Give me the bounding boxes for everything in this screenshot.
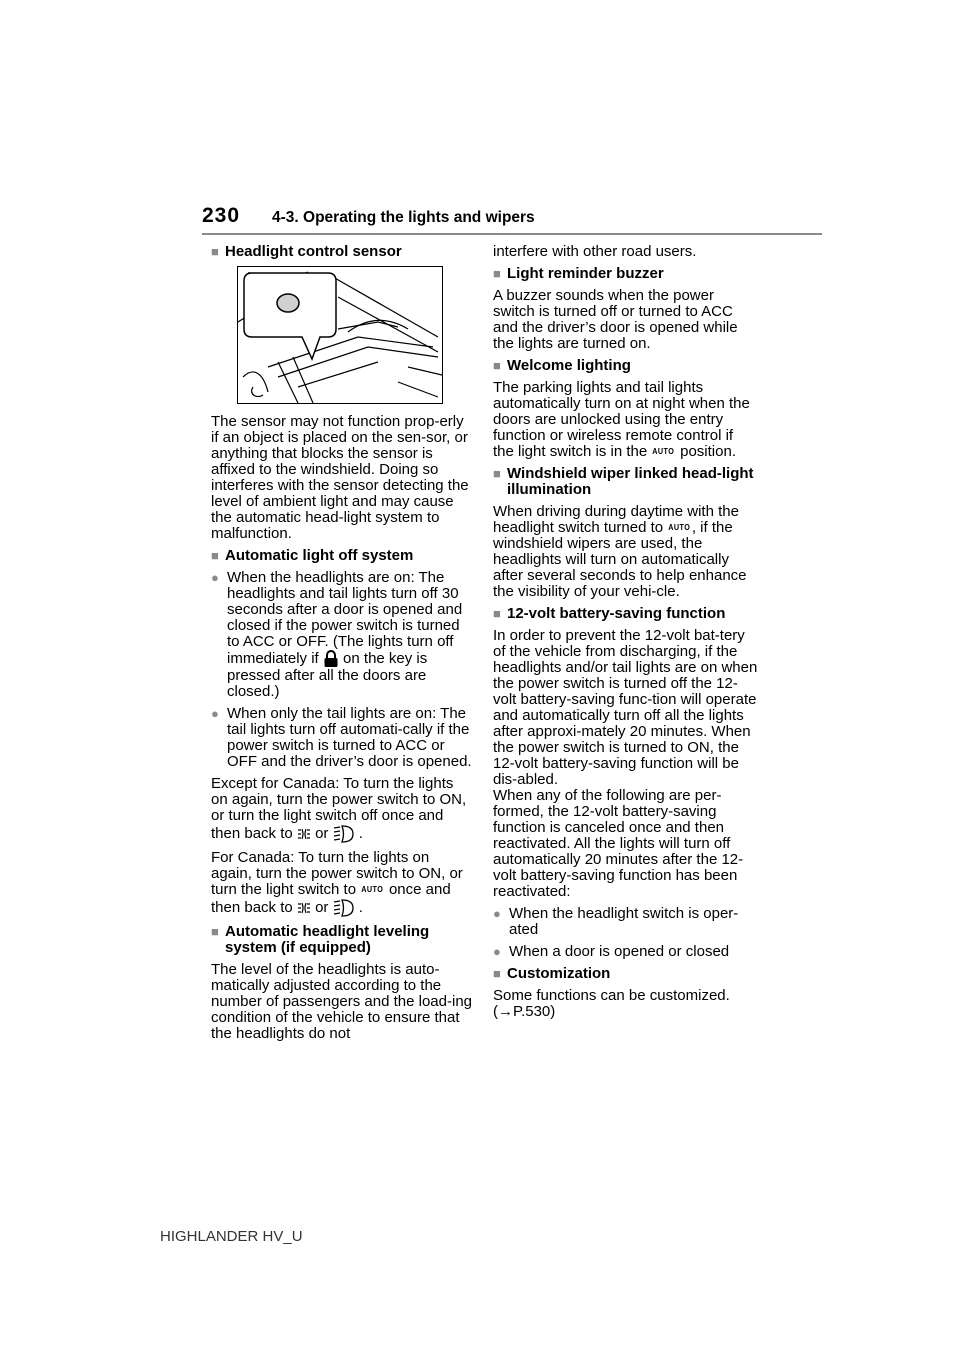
parking-light-icon [297, 827, 311, 841]
right-column [493, 244, 758, 1020]
or-word: or [315, 899, 329, 916]
period: . [358, 824, 363, 842]
auto-icon: AUTO [361, 885, 384, 895]
wiper-text-a: When driving during daytime with the headlight switch turned to [493, 503, 739, 537]
canada-text-b: once and then back to [211, 881, 451, 916]
headlight-icon [333, 898, 355, 918]
headlight-icon [333, 824, 355, 844]
or-word: or [315, 824, 329, 842]
battery-body-2: When any of the following are per-formed, the 12-volt battery-saving function is canceled once and then reactivated. All the lights will turn off automatically 20 minutes after the 12-volt battery-saving function has been reactivated: [493, 787, 744, 901]
canada-paragraph [211, 850, 473, 918]
bullet-tail-lights-on: ● When only the tail lights are on: The tail lights turn off automati-cally if the power switch is turned to ACC or OFF and the driver’s door is opened. [211, 706, 473, 770]
leveling-body: The level of the headlights is auto-matically adjusted according to the number of passengers and the load-ing condition of the vehicle to ensure that the headlights do not [211, 961, 473, 1043]
heading-battery-saving: ■ 12-volt battery-saving function [493, 606, 758, 622]
page-reference-link[interactable]: (→P.530) [493, 1003, 556, 1021]
heading-headlight-control-sensor: ■ Headlight control sensor [211, 244, 473, 260]
heading-light-reminder-buzzer: ■ Light reminder buzzer [493, 266, 758, 282]
wiper-text-b: , if the windshield wipers are used, the headlights will turn on automatically after several seconds to help enhance the visibility of your vehi-cle. [493, 519, 747, 601]
bullet-headlights-on [211, 570, 473, 700]
welcome-text-b: position. [680, 443, 736, 460]
heading-customization: ■ Customization [493, 966, 758, 982]
bullet-door-opened: ● When a door is opened or closed [493, 944, 758, 960]
leveling-continuation: interfere with other road users. [493, 243, 697, 260]
heading-automatic-light-off: ■ Automatic light off system [211, 548, 473, 564]
battery-body-1: In order to prevent the 12-volt bat-tery of the vehicle from discharging, if the headlights and/or tail lights are on when the power switch is turned off the 12-volt battery-saving func-tion will operate and automatically turn off all the lights after approxi-mately 20 minutes. When the power switch is turned to ON, the 12-volt battery-saving function will be dis-abled. [493, 627, 758, 789]
bullet-headlights-on-text-a: When the headlights are on: The headlights and tail lights turn off 30 seconds after a door is opened and closed if the power switch is turned to ACC or OFF. (The lights turn off immediately if [227, 569, 463, 667]
except-canada-text: Except for Canada: To turn the lights on again, turn the power switch to ON, or turn the light switch off once and then back to [211, 775, 467, 842]
canada-text-a: For Canada: To turn the lights on again, turn the power switch to ON, or turn the light switch to [211, 849, 463, 898]
auto-icon: AUTO [668, 523, 691, 533]
heading-wiper-linked-illumination: ■ Windshield wiper linked head-light illumination [493, 466, 758, 498]
welcome-body [493, 380, 758, 460]
buzzer-body: A buzzer sounds when the power switch is turned off or turned to ACC and the driver’s door is opened while the lights are turned on. [493, 287, 738, 352]
heading-welcome-lighting: ■ Welcome lighting [493, 358, 758, 374]
bullet-switch-operated: ● When the headlight switch is oper-ated [493, 906, 758, 938]
page-header [202, 204, 822, 236]
parking-light-icon [297, 901, 311, 915]
customization-text: Some functions can be customized. [493, 987, 730, 1005]
customization-body [493, 988, 758, 1020]
except-canada-paragraph [211, 776, 473, 844]
section-title: 4-3. Operating the lights and wipers [272, 209, 535, 226]
lock-icon [323, 650, 339, 668]
left-column [211, 244, 473, 1048]
header-divider [202, 233, 822, 235]
heading-automatic-leveling: ■ Automatic headlight leveling system (if equipped) [211, 924, 473, 956]
wiper-body [493, 504, 758, 600]
footer-model: HIGHLANDER HV_U [160, 1228, 303, 1245]
auto-icon: AUTO [652, 447, 675, 457]
sensor-illustration [237, 266, 443, 404]
period: . [358, 899, 363, 916]
page-number: 230 [202, 204, 241, 227]
bullet-headlights-on-text-b: on the key is pressed after all the doors are closed.) [227, 649, 428, 700]
sensor-body: The sensor may not function prop-erly if an object is placed on the sen-sor, or anything that blocks the sensor is affixed to the windshield. Doing so interferes with the sensor detecting the level of ambient light and may cause the automatic head-light system to malfunction. [211, 413, 469, 542]
welcome-text-a: The parking lights and tail lights automatically turn on at night when the doors are unlocked using the entry function or wireless remote control if the light switch is in the [493, 379, 750, 460]
